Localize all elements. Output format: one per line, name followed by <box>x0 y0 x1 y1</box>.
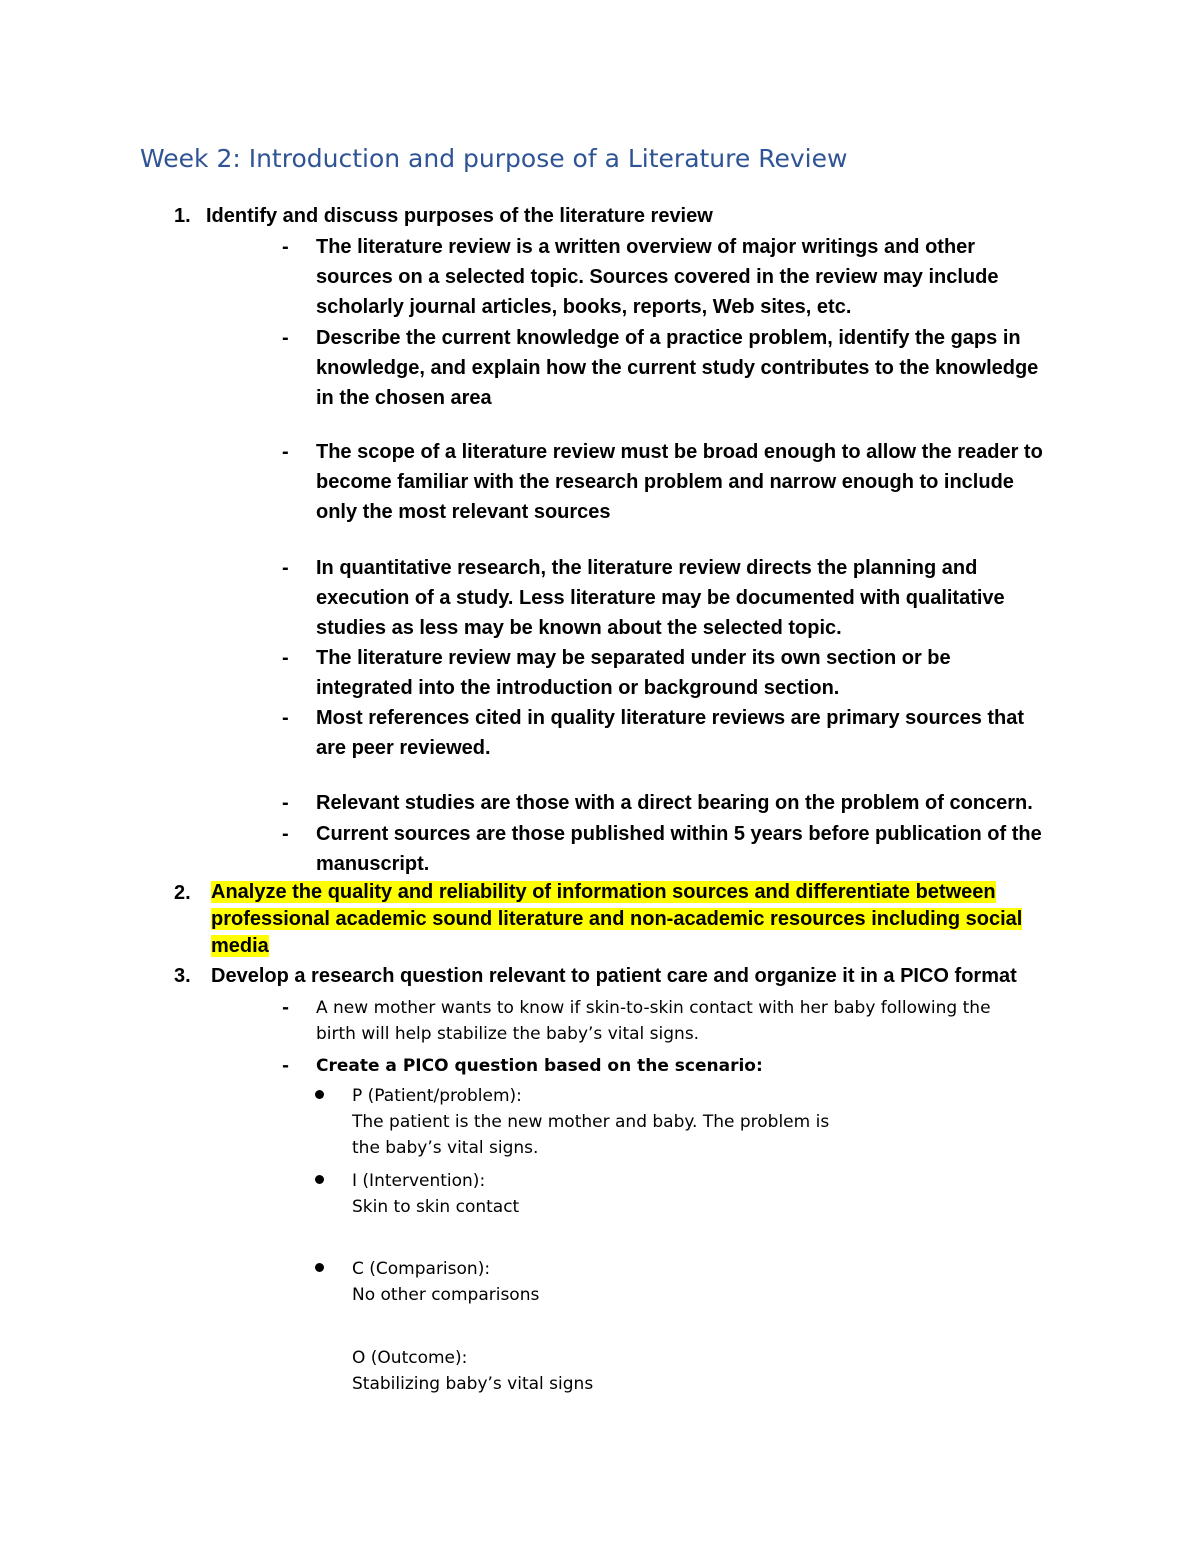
text-line: sources on a selected topic. Sources covered in the review may include <box>316 266 999 288</box>
text-line: No other comparisons <box>352 1285 540 1305</box>
item-1-bullet-3 <box>316 437 1076 527</box>
text-line: scholarly journal articles, books, reports, Web sites, etc. <box>316 296 852 318</box>
text-line: Stabilizing baby’s vital signs <box>352 1374 594 1394</box>
text-line: In quantitative research, the literature review directs the planning and <box>316 557 978 579</box>
pico-intervention <box>352 1168 519 1220</box>
item-1-bullet-2 <box>316 323 1076 413</box>
item-3-heading: Develop a research question relevant to patient care and organize it in a PICO format <box>211 965 1017 987</box>
highlighted-text: Analyze the quality and reliability of information sources and differentiate between <box>211 881 996 903</box>
text-line: birth will help stabilize the baby’s vital signs. <box>316 1024 700 1044</box>
bullet-dot <box>315 1263 324 1272</box>
dash-bullet: - <box>282 792 289 814</box>
text-line: The literature review may be separated under its own section or be <box>316 647 951 669</box>
pico-patient <box>352 1083 829 1161</box>
dash-bullet: - <box>282 647 289 669</box>
item-3-bullet-2 <box>316 1053 763 1079</box>
item-1-bullet-1 <box>316 232 1076 322</box>
text-line: become familiar with the research problem and narrow enough to include <box>316 471 1014 493</box>
bullet-dot <box>315 1090 324 1099</box>
text-line: knowledge, and explain how the current study contributes to the knowledge <box>316 357 1039 379</box>
text-line: Skin to skin contact <box>352 1197 520 1217</box>
text-line: The literature review is a written overview of major writings and other <box>316 236 976 258</box>
highlighted-text: media <box>211 935 269 957</box>
highlighted-text: professional academic sound literature and non-academic resources including social <box>211 908 1023 930</box>
text-line: are peer reviewed. <box>316 737 491 759</box>
dash-bullet: - <box>282 327 289 349</box>
bullet-dot <box>315 1175 324 1184</box>
dash-bullet: - <box>282 557 289 579</box>
item-1-bullet-5 <box>316 643 1076 703</box>
item-1-number: 1. <box>174 205 191 227</box>
item-1-bullet-8 <box>316 819 1076 879</box>
pico-label: I (Intervention): <box>352 1171 486 1191</box>
item-1-heading: Identify and discuss purposes of the literature review <box>206 205 713 227</box>
text-line: execution of a study. Less literature may be documented with qualitative <box>316 587 1005 609</box>
pico-comparison <box>352 1256 539 1308</box>
dash-bullet: - <box>282 707 289 729</box>
pico-label: O (Outcome): <box>352 1348 468 1368</box>
text-line: in the chosen area <box>316 387 492 409</box>
dash-bullet: - <box>282 1056 290 1076</box>
dash-bullet: - <box>282 441 289 463</box>
item-2-number: 2. <box>174 882 191 904</box>
text-line: Current sources are those published within 5 years before publication of the <box>316 823 1042 845</box>
text-line: only the most relevant sources <box>316 501 611 523</box>
text-line: Most references cited in quality literature reviews are primary sources that <box>316 707 1025 729</box>
text-line: The patient is the new mother and baby. The problem is <box>352 1112 830 1132</box>
item-1-bullet-7 <box>316 788 1076 818</box>
item-1-bullet-6 <box>316 703 1076 763</box>
dash-bullet: - <box>282 998 290 1018</box>
text-line: The scope of a literature review must be broad enough to allow the reader to <box>316 441 1043 463</box>
item-2-heading <box>211 879 1022 960</box>
pico-label: C (Comparison): <box>352 1259 491 1279</box>
pico-label: P (Patient/problem): <box>352 1086 522 1106</box>
item-1-bullet-4 <box>316 553 1076 643</box>
dash-bullet: - <box>282 236 289 258</box>
page-title: Week 2: Introduction and purpose of a Literature Review <box>140 144 848 173</box>
text-line: Create a PICO question based on the scenario: <box>316 1056 763 1076</box>
text-line: Relevant studies are those with a direct bearing on the problem of concern. <box>316 792 1033 814</box>
item-3-number: 3. <box>174 965 191 987</box>
text-line: the baby’s vital signs. <box>352 1138 539 1158</box>
text-line: A new mother wants to know if skin-to-skin contact with her baby following the <box>316 998 991 1018</box>
item-3-bullet-1 <box>316 995 991 1047</box>
dash-bullet: - <box>282 823 289 845</box>
text-line: manuscript. <box>316 853 430 875</box>
text-line: studies as less may be known about the selected topic. <box>316 617 842 639</box>
text-line: Describe the current knowledge of a practice problem, identify the gaps in <box>316 327 1021 349</box>
pico-outcome <box>352 1345 593 1397</box>
text-line: integrated into the introduction or background section. <box>316 677 840 699</box>
